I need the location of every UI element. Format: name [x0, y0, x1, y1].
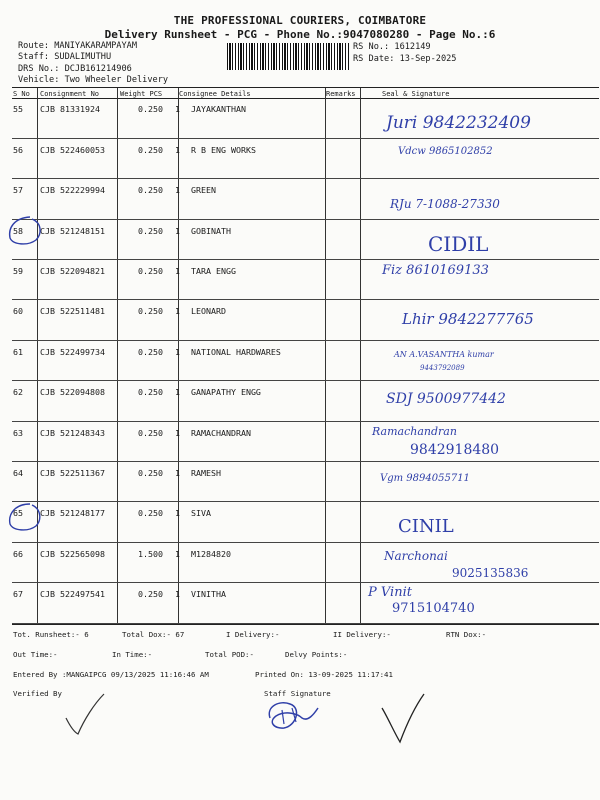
- row-remarks: [332, 179, 372, 219]
- consignment-table: [12, 98, 599, 624]
- table-row: [12, 179, 599, 219]
- row-consignment-no: CJB 521248151: [37, 219, 121, 259]
- row-consignment-no: CJB 522565098: [37, 542, 121, 582]
- row-consignment-no: CJB 521248343: [37, 421, 121, 461]
- signature-r66-phone: 9025135836: [452, 566, 529, 580]
- circle-mark-icon: [6, 214, 46, 248]
- row-consignment-no: CJB 522511481: [37, 300, 121, 340]
- row-weight: 0.250: [121, 462, 167, 502]
- table-row: [12, 340, 599, 380]
- row-weight: 1.500: [121, 542, 167, 582]
- row-sno: 55: [12, 98, 37, 138]
- total-pod: Total POD:-: [205, 650, 254, 659]
- row-pcs: 1: [167, 179, 185, 219]
- col-sno: S No: [13, 90, 30, 98]
- entered-by: Entered By :MANGAIPCG 09/13/2025 11:16:46 AM: [13, 670, 209, 679]
- row-remarks: [332, 219, 372, 259]
- row-weight: 0.250: [121, 583, 167, 623]
- row-weight: 0.250: [121, 502, 167, 542]
- row-pcs: 1: [167, 260, 185, 300]
- vehicle-label: Vehicle: Two Wheeler Delivery: [18, 75, 169, 85]
- row-consignee: R B ENG WORKS: [185, 138, 332, 178]
- signature-r65: CINIL: [398, 516, 454, 537]
- row-consignment-no: CJB 522094808: [37, 381, 121, 421]
- row-sno: 57: [12, 179, 37, 219]
- table-row: [12, 260, 599, 300]
- col-consignee: Consignee Details: [179, 90, 251, 98]
- row-weight: 0.250: [121, 98, 167, 138]
- footer-rule: [12, 624, 599, 625]
- row-sno: 58: [12, 219, 37, 259]
- row-sno: 60: [12, 300, 37, 340]
- signature-r67-phone: 9715104740: [392, 601, 475, 616]
- table-row: [12, 421, 599, 461]
- row-consignment-no: CJB 522499734: [37, 340, 121, 380]
- row-weight: 0.250: [121, 138, 167, 178]
- signature-r58: CIDIL: [428, 232, 489, 256]
- row-pcs: 1: [167, 381, 185, 421]
- signature-r64: Vgm 9894055711: [380, 473, 470, 484]
- row-consignment-no: CJB 522229994: [37, 179, 121, 219]
- runsheet-subtitle: Delivery Runsheet - PCG - Phone No.:9047080280 - Page No.:6: [104, 28, 496, 41]
- signature-r55: Juri 9842232409: [386, 113, 531, 133]
- row-pcs: 1: [167, 138, 185, 178]
- rs-date: RS Date: 13-Sep-2025: [353, 54, 457, 64]
- barcode: [227, 43, 349, 70]
- row-pcs: 1: [167, 340, 185, 380]
- row-consignee: JAYAKANTHAN: [185, 98, 332, 138]
- row-weight: 0.250: [121, 381, 167, 421]
- row-weight: 0.250: [121, 300, 167, 340]
- row-remarks: [332, 421, 372, 461]
- row-signature: [372, 138, 599, 178]
- row-consignee: GREEN: [185, 179, 332, 219]
- row-consignee: RAMESH: [185, 462, 332, 502]
- circle-mark-icon: [6, 500, 46, 534]
- row-pcs: 1: [167, 542, 185, 582]
- table-row: [12, 219, 599, 259]
- row-weight: 0.250: [121, 260, 167, 300]
- row-consignment-no: CJB 522497541: [37, 583, 121, 623]
- i-delivery: I Delivery:-: [226, 630, 280, 639]
- row-consignment-no: CJB 522460053: [37, 138, 121, 178]
- signature-r63: Ramachandran: [372, 425, 457, 438]
- signature-r60: Lhir 9842277765: [402, 310, 534, 328]
- signature-r61-phone: 9443792089: [420, 364, 465, 372]
- row-pcs: 1: [167, 98, 185, 138]
- signature-r57: RJu 7-1088-27330: [390, 197, 500, 211]
- col-remarks: Remarks: [326, 90, 356, 98]
- row-consignment-no: CJB 522511367: [37, 462, 121, 502]
- row-sno: 66: [12, 542, 37, 582]
- signature-r61: AN A.VASANTHA kumar: [394, 350, 494, 359]
- col-signature: Seal & Signature: [382, 90, 450, 98]
- row-pcs: 1: [167, 300, 185, 340]
- row-consignee: SIVA: [185, 502, 332, 542]
- row-pcs: 1: [167, 502, 185, 542]
- row-remarks: [332, 542, 372, 582]
- row-pcs: 1: [167, 219, 185, 259]
- row-sno: 63: [12, 421, 37, 461]
- row-consignee: GOBINATH: [185, 219, 332, 259]
- row-pcs: 1: [167, 462, 185, 502]
- verified-by: Verified By: [13, 689, 62, 698]
- row-remarks: [332, 300, 372, 340]
- row-sno: 61: [12, 340, 37, 380]
- rs-number: RS No.: 1612149: [353, 42, 431, 52]
- table-row: [12, 502, 599, 542]
- row-consignee: M1284820: [185, 542, 332, 582]
- table-row: [12, 381, 599, 421]
- row-sno: 62: [12, 381, 37, 421]
- verified-check-icon: [60, 690, 110, 740]
- staff-signature-label: Staff Signature: [264, 689, 331, 698]
- col-consignment: Consignment No: [40, 90, 100, 98]
- row-sno: 64: [12, 462, 37, 502]
- row-sno: 59: [12, 260, 37, 300]
- route-label: Route: MANIYAKARAMPAYAM: [18, 41, 137, 51]
- signature-r62: SDJ 9500977442: [386, 391, 506, 407]
- signature-r66: Narchonai: [384, 549, 448, 563]
- row-consignee: NATIONAL HARDWARES: [185, 340, 332, 380]
- row-remarks: [332, 340, 372, 380]
- row-consignee: TARA ENGG: [185, 260, 332, 300]
- ii-delivery: II Delivery:-: [333, 630, 391, 639]
- row-remarks: [332, 462, 372, 502]
- drs-number: DRS No.: DCJB161214906: [18, 64, 132, 74]
- staff-signature-icon: [262, 696, 324, 736]
- signature-r63-phone: 9842918480: [410, 442, 500, 458]
- row-weight: 0.250: [121, 340, 167, 380]
- signature-r56: Vdcw 9865102852: [398, 146, 493, 157]
- row-sno: 56: [12, 138, 37, 178]
- row-remarks: [332, 502, 372, 542]
- row-consignment-no: CJB 521248177: [37, 502, 121, 542]
- col-weight-pcs: Weight PCS: [120, 90, 163, 98]
- row-signature: [372, 340, 599, 380]
- row-sno: 67: [12, 583, 37, 623]
- row-pcs: 1: [167, 583, 185, 623]
- signature-r67: P Vinit: [368, 585, 412, 600]
- row-remarks: [332, 138, 372, 178]
- row-remarks: [332, 583, 372, 623]
- out-time: Out Time:-: [13, 650, 58, 659]
- row-weight: 0.250: [121, 179, 167, 219]
- row-weight: 0.250: [121, 219, 167, 259]
- in-time: In Time:-: [112, 650, 153, 659]
- printed-on: Printed On: 13-09-2025 11:17:41: [255, 670, 393, 679]
- tot-runsheet: Tot. Runsheet:- 6: [13, 630, 89, 639]
- row-remarks: [332, 260, 372, 300]
- row-consignee: RAMACHANDRAN: [185, 421, 332, 461]
- row-pcs: 1: [167, 421, 185, 461]
- header-top-rule: [12, 87, 599, 88]
- company-title: THE PROFESSIONAL COURIERS, COIMBATORE: [173, 14, 427, 27]
- row-consignment-no: CJB 81331924: [37, 98, 121, 138]
- signature-r59: Fiz 8610169133: [382, 263, 489, 278]
- row-consignee: GANAPATHY ENGG: [185, 381, 332, 421]
- row-sno: 65: [12, 502, 37, 542]
- row-remarks: [332, 381, 372, 421]
- total-dox: Total Dox:- 67: [122, 630, 185, 639]
- rtn-dox: RTN Dox:-: [446, 630, 487, 639]
- row-weight: 0.250: [121, 421, 167, 461]
- row-consignment-no: CJB 522094821: [37, 260, 121, 300]
- table-row: [12, 138, 599, 178]
- row-consignee: VINITHA: [185, 583, 332, 623]
- row-remarks: [332, 98, 372, 138]
- checkmark-icon: [378, 690, 428, 750]
- table-row: [12, 583, 599, 623]
- staff-label: Staff: SUDALIMUTHU: [18, 52, 112, 62]
- delvy-points: Delvy Points:-: [285, 650, 348, 659]
- row-consignee: LEONARD: [185, 300, 332, 340]
- table-row: [12, 462, 599, 502]
